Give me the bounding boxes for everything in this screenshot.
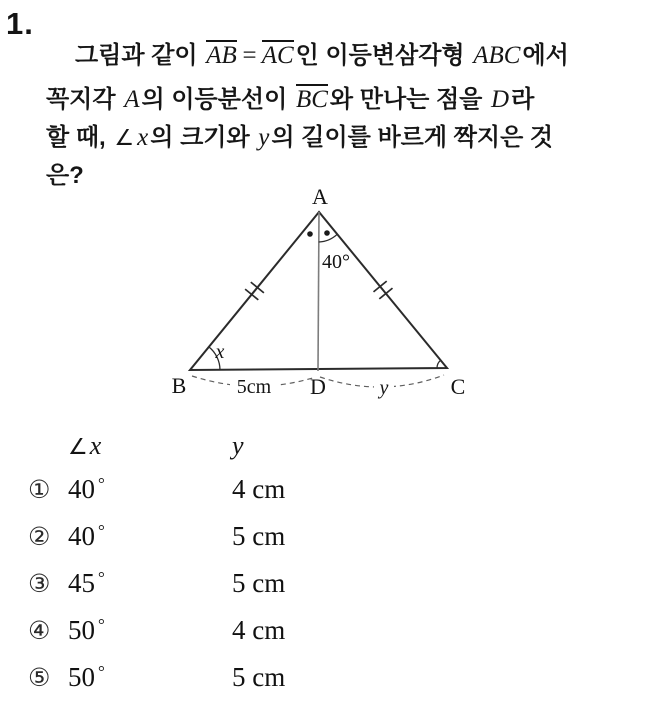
text-segment: 에서 [522, 42, 569, 69]
length-dc-label: y [379, 377, 389, 399]
vertex-label-b: B [171, 373, 187, 398]
choice-angle-1 [68, 474, 232, 505]
choice-length-2: 5 cm [232, 521, 286, 551]
choice-angle-3 [68, 568, 232, 599]
choice-angle-4 [68, 615, 232, 646]
angle-c-arc [437, 360, 441, 368]
math-segment-a: A [124, 86, 140, 113]
header-y-var: y [232, 431, 244, 460]
degree-symbol: ° [98, 615, 105, 634]
choice-marker-3: ③ [28, 569, 51, 598]
text-segment: 꼭지각 [46, 86, 123, 113]
problem-number: 1. [6, 6, 34, 41]
degree-symbol: ° [98, 568, 105, 587]
text-segment: 은? [46, 162, 84, 189]
math-segment-d: D [491, 86, 510, 113]
choice-length-4: 4 cm [232, 615, 286, 645]
length-bd-label: 5cm [236, 376, 272, 398]
header-x-var: x [89, 431, 102, 460]
angle-x-label: x [215, 341, 225, 363]
math-segment-bc-overline: BC [295, 86, 328, 113]
text-segment: 의 크기와 [150, 124, 257, 151]
choice-row-2 [28, 513, 388, 560]
choice-marker-4: ④ [28, 616, 51, 645]
equal-angle-dot-left [307, 231, 313, 237]
choice-marker-1: ① [28, 475, 51, 504]
equal-angle-dot-right [324, 230, 330, 236]
angle-number: 50 [68, 615, 95, 645]
tick-ab-1 [251, 282, 264, 293]
math-segment-x: x [137, 124, 149, 151]
choice-row-5 [28, 654, 388, 701]
choice-marker-2: ② [28, 522, 51, 551]
text-segment: 인 이등변삼각형 [295, 42, 472, 69]
tick-ab-2 [245, 289, 258, 300]
math-segment-y: y [258, 124, 270, 151]
header-angle-x [68, 431, 232, 461]
choice-angle-2 [68, 521, 232, 552]
choice-row-3 [28, 560, 388, 607]
degree-symbol: ° [98, 474, 105, 493]
tick-ac-1 [374, 281, 387, 292]
apex-half-angle-label: 40° [322, 251, 350, 273]
tick-ac-2 [379, 288, 392, 299]
angle-symbol: ∠ [68, 435, 88, 460]
degree-symbol: ° [98, 662, 105, 681]
problem-line-4 [46, 155, 84, 190]
math-segment-abc: ABC [473, 42, 521, 69]
choice-length-3: 5 cm [232, 568, 286, 598]
choice-length-5: 5 cm [232, 662, 286, 692]
choice-row-4 [28, 607, 388, 654]
vertex-label-a: A [312, 184, 328, 209]
text-segment: 그림과 같이 [75, 42, 205, 69]
point-label-d: D [310, 374, 326, 399]
text-segment: 할 때, [46, 124, 113, 151]
angle-symbol: ∠ [114, 126, 135, 151]
text-segment: 와 만나는 점을 [329, 86, 490, 113]
problem-line-3 [46, 117, 553, 152]
choice-length-1: 4 cm [232, 474, 286, 504]
math-segment-ac-overline: AC [261, 42, 294, 69]
math-segment-equals: = [240, 42, 258, 69]
problem-line-1 [75, 35, 569, 70]
triangle-figure [150, 180, 490, 415]
choice-row-1 [28, 466, 388, 513]
text-segment: 의 이등분선이 [141, 86, 294, 113]
angle-number: 40 [68, 521, 95, 551]
problem-line-2 [46, 79, 534, 114]
text-segment: 라 [511, 86, 535, 113]
choice-angle-5 [68, 662, 232, 693]
choice-marker-5: ⑤ [28, 663, 51, 692]
math-segment-ab-overline: AB [206, 42, 237, 69]
degree-symbol: ° [98, 521, 105, 540]
angle-number: 40 [68, 474, 95, 504]
text-segment: 의 길이를 바르게 짝지은 것 [271, 124, 554, 151]
angle-number: 45 [68, 568, 95, 598]
angle-bisector-ad [318, 212, 319, 371]
angle-number: 50 [68, 662, 95, 692]
answer-choices [28, 426, 388, 701]
vertex-label-c: C [450, 374, 466, 399]
choices-header [28, 426, 388, 466]
